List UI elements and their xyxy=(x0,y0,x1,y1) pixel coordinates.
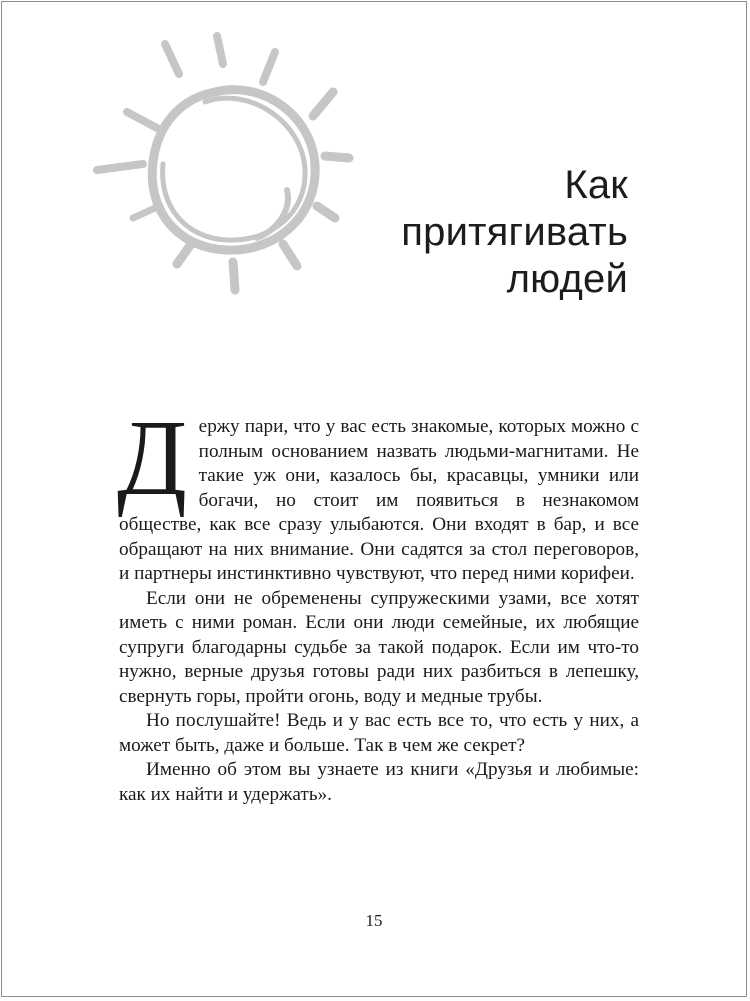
chapter-title-line-2: притягивать xyxy=(401,210,628,254)
chapter-title-line-3: людей xyxy=(506,257,628,301)
paragraph-3: Но послушайте! Ведь и у вас есть все то, что есть у них, а может быть, даже и больше. Так в чем же секрет? xyxy=(119,710,639,756)
paragraph-4: Именно об этом вы узнаете из книги «Друзья и любимые: как их найти и удержать». xyxy=(119,759,639,805)
page-number: 15 xyxy=(365,911,383,930)
paragraph-1-text: ержу пари, что у вас есть знакомые, которых можно с полным основанием назвать людьми-магнитами. Не такие уж они, казалось бы, красавцы, умники или богачи, но стоит им появиться в незнакомом обществе, как все сразу улыбаются. Они входят в бар, и все обращают на них внимание. Они садятся за стол переговоров, и партнеры инстинктивно чувствуют, что перед ними корифеи. xyxy=(119,416,639,584)
book-page xyxy=(1,1,747,997)
chapter-title xyxy=(401,162,628,303)
paragraph-2: Если они не обременены супружескими узами, все хотят иметь с ними роман. Если они люди семейные, их любящие супруги благодарны судьбе за такой подарок. Если им что-то нужно, верные друзья готовы ради них разбиться в лепешку, свернуть горы, пройти огонь, воду и медные трубы. xyxy=(119,587,639,707)
chapter-title-line-1: Как xyxy=(564,163,628,207)
drop-cap: Д xyxy=(117,399,187,518)
chapter-body xyxy=(117,399,639,807)
paragraph-1 xyxy=(117,399,639,587)
sun-icon xyxy=(87,30,387,300)
